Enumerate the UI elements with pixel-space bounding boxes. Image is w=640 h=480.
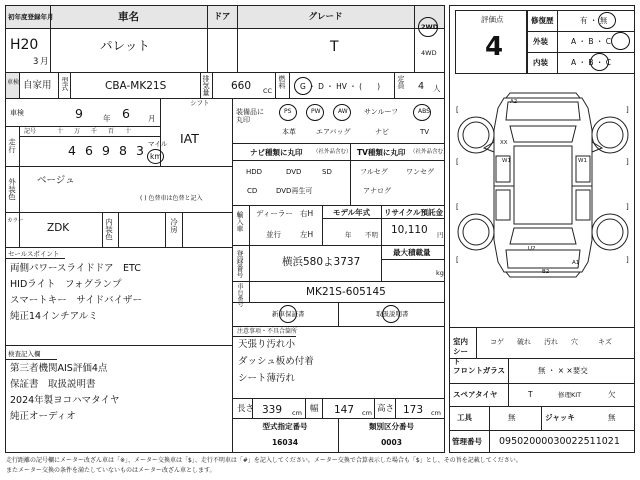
svg-text:]: ] bbox=[626, 158, 629, 166]
svg-text:[: [ bbox=[456, 106, 459, 114]
max-load-label: 最大積載量 bbox=[393, 248, 431, 257]
eq-div-3 bbox=[489, 406, 490, 453]
navi-option: CD bbox=[247, 187, 258, 195]
year-value: H20 bbox=[10, 37, 39, 53]
length-value: 339 bbox=[262, 404, 283, 416]
interior-color-label: 内装色 bbox=[104, 218, 114, 241]
exterior-grade-options: A ・ B ・ C bbox=[571, 37, 612, 46]
svg-text:[: [ bbox=[456, 256, 459, 264]
color-div-1 bbox=[19, 212, 20, 247]
sales-points-label: セールスポイント bbox=[8, 250, 60, 258]
chassis-label: 車台番号 bbox=[236, 283, 243, 307]
chassis-value: MK21S-605145 bbox=[306, 286, 386, 298]
sales-point-line: HIDライト フォグランプ bbox=[10, 279, 122, 290]
max-load-unit: kg bbox=[436, 269, 444, 277]
row2-div-5 bbox=[212, 72, 213, 98]
mileage-digit: 9 bbox=[102, 143, 110, 158]
row2-div-4 bbox=[200, 72, 201, 98]
color-code-value: ZDK bbox=[47, 222, 70, 234]
type-label: 型式 bbox=[61, 77, 69, 91]
reg-div bbox=[249, 245, 250, 281]
mark-left-front: XX bbox=[500, 140, 508, 146]
mark-rear: U2 bbox=[528, 246, 536, 252]
inspector-notes-label: 検査記入欄 bbox=[8, 350, 41, 358]
model-year-unit: 年 bbox=[345, 231, 352, 239]
length-label: 長さ bbox=[237, 404, 255, 414]
windshield bbox=[510, 126, 576, 142]
shaken-label: 車検 bbox=[7, 79, 20, 86]
mileage-mile: マイル bbox=[148, 140, 168, 148]
import-parallel: 並行 bbox=[266, 230, 281, 239]
spare-t: T bbox=[528, 390, 533, 399]
designation-value: 16034 bbox=[271, 438, 299, 447]
equip-option: PS bbox=[284, 108, 292, 115]
car-damage-diagram bbox=[452, 90, 634, 286]
equip-option: サンルーフ bbox=[364, 108, 399, 116]
interior-sheet-option: 破れ bbox=[517, 338, 531, 346]
notes-bottom bbox=[232, 398, 445, 399]
repair-label: 修復歴 bbox=[531, 16, 554, 25]
dim-div-4 bbox=[374, 398, 375, 418]
mileage-header-cell: 十 bbox=[125, 128, 132, 135]
row2-div-8 bbox=[394, 72, 395, 98]
control-value: 09502000030022511021 bbox=[499, 436, 620, 447]
note-line: ダッシュ板め付着 bbox=[238, 356, 314, 367]
color-div-3 bbox=[118, 212, 119, 247]
front-glass-options: 無 ・ × ×要交 bbox=[538, 366, 588, 375]
exterior-value: ベージュ bbox=[37, 175, 75, 186]
row2-div-2 bbox=[58, 72, 59, 98]
color-bottom bbox=[5, 247, 232, 248]
navi-option: DVD再生可 bbox=[276, 187, 313, 195]
color-div-4 bbox=[165, 212, 166, 247]
mileage-header-cell: 十 bbox=[57, 128, 64, 135]
jack-label: ジャッキ bbox=[545, 413, 575, 422]
navi-bottom bbox=[232, 205, 445, 206]
eq-line-4 bbox=[449, 430, 635, 431]
jack-div bbox=[541, 406, 542, 430]
month-value: 3 bbox=[33, 57, 39, 67]
capacity-unit: 人 bbox=[433, 84, 441, 93]
left-right-divider bbox=[232, 98, 233, 453]
mileage-km: km bbox=[150, 152, 162, 161]
length-unit: cm bbox=[292, 409, 302, 417]
svg-text:]: ] bbox=[626, 256, 629, 264]
warranty-div bbox=[338, 302, 339, 326]
capacity-value: 4 bbox=[418, 81, 425, 92]
inspection-label: 車検 bbox=[10, 109, 24, 117]
navi-option: HDD bbox=[246, 168, 263, 176]
mileage-header-cell: 百 bbox=[108, 128, 115, 135]
grade-header: グレード bbox=[308, 12, 343, 22]
score-value: 4 bbox=[485, 32, 504, 62]
notes-label: 注意事項・不具合箇所 bbox=[237, 328, 298, 335]
sales-point-line: 純正14インチアルミ bbox=[10, 311, 98, 322]
svg-text:]: ] bbox=[626, 203, 629, 211]
grade-value: T bbox=[330, 39, 339, 55]
width-unit: cm bbox=[362, 409, 372, 417]
name-header: 車名 bbox=[118, 11, 139, 23]
fuel-options: G ・ D ・ HV ・ ( ) bbox=[300, 82, 381, 91]
interior-grade-options: A ・ B ・ C bbox=[571, 58, 612, 67]
month-unit: 月 bbox=[40, 57, 49, 67]
row1-divider bbox=[5, 28, 445, 29]
cc-label: 排気量 bbox=[202, 75, 210, 96]
reg-div-2 bbox=[381, 245, 382, 281]
sales-label-line bbox=[5, 258, 65, 259]
height-value: 173 bbox=[403, 404, 424, 416]
interior-b-circle bbox=[590, 53, 609, 71]
height-unit: cm bbox=[431, 409, 441, 417]
mark-rear-bumper: B2 bbox=[542, 269, 550, 275]
tv-header: TV種類に丸印 bbox=[357, 148, 406, 157]
recycle-div bbox=[381, 205, 382, 245]
chassis-div bbox=[249, 281, 250, 302]
row2-bottom bbox=[5, 98, 445, 99]
navi-header-sub: （社外品含む） bbox=[313, 149, 352, 155]
tv-option: アナログ bbox=[363, 187, 391, 195]
mark-rear-right: A1 bbox=[572, 260, 580, 266]
mileage-label: 走行 bbox=[7, 138, 17, 153]
mileage-header-cell: 千 bbox=[91, 128, 98, 135]
footer-line-1: 走行距離の記号欄にメーター改ざん車は「※」、メーター交換車は「$」、走行不明車は「#」を記入してください。メーター交換で合算表示した場合も「$」とし、その旨を記載してください。 bbox=[6, 457, 522, 464]
door-header: ドア bbox=[213, 12, 231, 22]
inspector-note-line: 保証書 取扱説明書 bbox=[10, 379, 96, 390]
width-value: 147 bbox=[334, 404, 355, 416]
inspection-year: 9 bbox=[75, 106, 83, 121]
model-code: CBA-MK21S bbox=[105, 80, 167, 92]
tools-value: 無 bbox=[508, 413, 516, 422]
recycle-unit: 円 bbox=[437, 231, 444, 239]
inspection-year-unit: 年 bbox=[103, 114, 111, 123]
sales-bottom bbox=[5, 345, 232, 346]
warranty-label: 新車保証書 bbox=[272, 310, 305, 318]
interior-sheet-option: コゲ bbox=[490, 338, 504, 346]
equip-option: AW bbox=[338, 108, 348, 115]
tools-label: 工具 bbox=[457, 413, 472, 422]
recycle-value: 10,110 bbox=[391, 224, 428, 236]
warranty-bottom bbox=[232, 326, 445, 327]
maxload-line bbox=[381, 259, 445, 260]
tv-option: フルセグ bbox=[360, 168, 388, 176]
repair-options: 有 ・ 無 bbox=[580, 16, 608, 25]
navi-header-line bbox=[232, 160, 445, 161]
mileage-digit: 3 bbox=[136, 143, 144, 158]
tv-header-sub: （社外品含む） bbox=[410, 149, 449, 155]
class-value: 0003 bbox=[381, 438, 402, 447]
registration-label: 登録番号 bbox=[236, 250, 244, 278]
color-code-label: カラー bbox=[7, 218, 24, 224]
spare-missing: 欠 bbox=[608, 390, 616, 399]
car-name: パレット bbox=[100, 38, 150, 53]
notes-label-line bbox=[232, 336, 296, 337]
mileage-header-cell: 記号 bbox=[24, 128, 37, 135]
designation-label: 型式指定番号 bbox=[262, 422, 308, 431]
class-label: 類別区分番号 bbox=[369, 422, 414, 431]
exterior-note: ( ) 色替車は色替と記入 bbox=[140, 195, 203, 202]
color-div-2 bbox=[102, 212, 103, 247]
import-right: 右H bbox=[300, 209, 314, 218]
interior-sheet-label: 室内シート bbox=[453, 337, 468, 366]
drive-2wd: 2WD bbox=[421, 23, 439, 31]
mileage-div bbox=[19, 126, 20, 166]
rear-window bbox=[510, 228, 576, 244]
exterior-grade-label: 外装 bbox=[533, 37, 548, 46]
row2-div-6 bbox=[275, 72, 276, 98]
sales-point-line: スマートキー サイドバイザー bbox=[10, 295, 142, 306]
exterior-div bbox=[19, 166, 20, 212]
control-label: 管理番号 bbox=[452, 437, 482, 446]
dim-div-3 bbox=[322, 398, 323, 418]
interior-sheet-option: 穴 bbox=[571, 338, 578, 346]
mileage-bottom bbox=[5, 166, 232, 167]
footer-line-2: またメーター交換の条件を満たしていないものはメーター改ざん車とします。 bbox=[6, 467, 216, 474]
score-label: 評価点 bbox=[481, 15, 504, 24]
import-left: 左H bbox=[300, 230, 314, 239]
equip-option: ABS bbox=[418, 108, 430, 115]
inspector-note-line: 2024年製ヨコハマタイヤ bbox=[10, 395, 120, 406]
sales-point-line: 両側パワースライドドア ETC bbox=[10, 263, 141, 274]
mark-right-door: W1 bbox=[578, 158, 587, 164]
interior-grade-label: 内装 bbox=[533, 58, 548, 67]
reg-bottom bbox=[232, 281, 445, 282]
capacity-label: 定員 bbox=[397, 75, 405, 89]
mileage-digit: 4 bbox=[68, 143, 76, 158]
equipment-label: 装備品に丸印 bbox=[236, 108, 264, 125]
svg-text:[: [ bbox=[456, 203, 459, 211]
eq-line-3 bbox=[449, 406, 635, 407]
modelyear-line bbox=[322, 218, 445, 219]
fuel-label: 燃料 bbox=[278, 75, 286, 89]
interior-sheet-option: 汚れ bbox=[544, 338, 558, 346]
svg-text:]: ] bbox=[626, 106, 629, 114]
interior-sheet-option: キズ bbox=[598, 338, 612, 346]
import-div bbox=[249, 205, 250, 245]
cc-unit: CC bbox=[263, 87, 273, 95]
import-label: 輸入車 bbox=[236, 211, 244, 232]
note-line: シート薄汚れ bbox=[238, 373, 296, 384]
color-div-5 bbox=[182, 212, 183, 247]
jack-value: 無 bbox=[608, 413, 616, 422]
navi-option: SD bbox=[322, 168, 332, 176]
inspector-note-line: 第三者機関AIS評価4点 bbox=[10, 363, 108, 374]
exterior-c-circle bbox=[611, 32, 630, 50]
shift-value: IAT bbox=[180, 131, 199, 146]
model-year-label: モデル年式 bbox=[333, 208, 371, 217]
inspection-month: 6 bbox=[122, 106, 130, 121]
inspection-bottom bbox=[5, 126, 160, 127]
eq-line-2 bbox=[449, 383, 635, 384]
grades-div bbox=[557, 10, 558, 74]
manual-label: 取扱説明書 bbox=[376, 310, 409, 318]
eq-div-2 bbox=[508, 358, 509, 406]
mark-front-bumper: A2 bbox=[510, 99, 518, 105]
front-glass-label: フロントガラス bbox=[453, 366, 506, 375]
svg-text:[: [ bbox=[456, 158, 459, 166]
drive-4wd: 4WD bbox=[421, 49, 437, 57]
front-bumper bbox=[506, 93, 580, 98]
spare-tire-label: スペアタイヤ bbox=[453, 390, 498, 399]
eq-line-1 bbox=[449, 358, 635, 359]
displacement: 660 bbox=[231, 80, 252, 92]
equipment-bottom bbox=[232, 143, 445, 144]
inspector-label-line bbox=[5, 359, 57, 360]
navi-header: ナビ種類に丸印 bbox=[250, 148, 303, 157]
dim-div-5 bbox=[395, 398, 396, 418]
row2-div-1 bbox=[19, 72, 20, 98]
row2-div-3 bbox=[70, 72, 71, 98]
equip-option: TV bbox=[420, 128, 430, 136]
width-label: 幅 bbox=[310, 404, 319, 414]
equip-option: ナビ bbox=[375, 128, 389, 136]
inspector-note-line: 純正オーディオ bbox=[10, 411, 76, 422]
equip-option: エアバッグ bbox=[316, 128, 351, 136]
note-line: 天張り汚れ小 bbox=[238, 339, 296, 350]
equip-option: PW bbox=[311, 108, 321, 115]
import-dealer: ディーラー bbox=[256, 209, 293, 218]
shift-label: シフト bbox=[190, 99, 210, 107]
col-grade-divider bbox=[414, 5, 415, 72]
exterior-label: 外装色 bbox=[7, 178, 17, 201]
repair-none-circle bbox=[598, 12, 616, 29]
recycle-label: リサイクル預託金 bbox=[384, 208, 443, 217]
use-label: 自家用 bbox=[23, 80, 52, 91]
row1-bottom bbox=[5, 72, 445, 73]
roof bbox=[514, 146, 572, 224]
model-year-unknown: 不明 bbox=[365, 231, 378, 239]
registration-value: 横浜580よ3737 bbox=[282, 256, 361, 268]
row2-div-7 bbox=[289, 72, 290, 98]
inspection-month-unit: 月 bbox=[148, 114, 156, 123]
recycle-cool-label: 冷房 bbox=[169, 218, 179, 233]
eq-div bbox=[476, 327, 477, 358]
navi-option: DVD bbox=[286, 168, 302, 176]
grades-line-2 bbox=[527, 52, 635, 53]
height-label: 高さ bbox=[377, 404, 395, 414]
trunk bbox=[506, 250, 580, 268]
modelyear-div bbox=[322, 205, 323, 245]
car-body-outline bbox=[494, 98, 592, 272]
mileage-header-cell: 万 bbox=[74, 128, 81, 135]
tv-option: ワンセグ bbox=[406, 168, 434, 176]
mileage-header-line bbox=[19, 136, 160, 137]
dim-div-1 bbox=[252, 398, 253, 418]
year-label: 初年度登録年月 bbox=[8, 13, 54, 21]
spare-kit: 修理KIT bbox=[558, 391, 582, 399]
import-bottom bbox=[232, 245, 445, 246]
mileage-digit: 8 bbox=[119, 143, 127, 158]
dim-div-2 bbox=[305, 398, 306, 418]
mileage-digit: 6 bbox=[85, 143, 93, 158]
mark-left-door: W1 bbox=[502, 158, 511, 164]
equip-option: 本革 bbox=[282, 128, 296, 136]
